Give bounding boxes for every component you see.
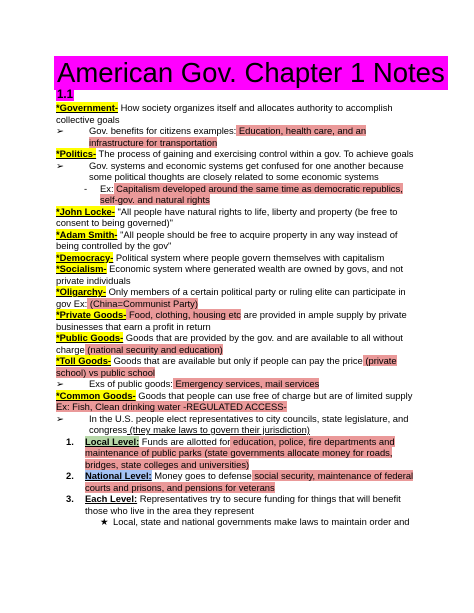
definition-private-goods <box>56 309 418 332</box>
level-label: National Level: <box>85 470 152 481</box>
arrow-bullet-icon: ➢ <box>56 159 64 171</box>
notes-body <box>56 88 418 528</box>
highlighted-text: Food, clothing, housing etc <box>126 309 241 320</box>
definition-text: The process of gaining and exercising control within a gov. To achieve goals <box>96 148 414 159</box>
highlighted-text: Education, health care, and an infrastructure for transportation <box>89 125 367 148</box>
definition-politics <box>56 148 418 160</box>
level-text: Representatives try to secure funding for things that will benefit those who live in the area they represent <box>85 493 401 516</box>
term-label: *Toll Goods- <box>56 355 112 366</box>
bullet-item <box>56 125 418 148</box>
star-bullet-item <box>56 516 418 528</box>
star-icon: ★ <box>100 516 109 527</box>
arrow-bullet-icon: ➢ <box>56 412 64 424</box>
level-label: Each Level: <box>85 493 138 504</box>
bullet-item <box>56 160 418 183</box>
definition-text: Goods that are available but only if people can pay the price <box>111 355 363 366</box>
definition-text: How society organizes itself and allocates authority to accomplish collective goals <box>56 102 393 125</box>
definition-government <box>56 102 418 125</box>
bullet-text: Gov. benefits for citizens examples: <box>89 125 237 136</box>
definition-text: are provided in ample supply by private businesses that earn a profit in return <box>56 309 407 332</box>
definition-text: Goods that are provided by the gov. and are available to all without charge <box>56 332 403 355</box>
highlighted-text: (private school) vs public school <box>56 355 397 378</box>
arrow-bullet-icon: ➢ <box>56 125 64 136</box>
definition-democracy <box>56 252 418 264</box>
highlighted-text: Ex: Fish, Clean drinking water -REGULATED ACCESS- <box>56 401 287 412</box>
highlighted-text: Emergency services, mail services <box>172 378 320 389</box>
numbered-item-local <box>56 436 418 471</box>
page-title: American Gov. Chapter 1 Notes <box>54 56 448 90</box>
level-text: Funds are allotted for <box>139 435 231 447</box>
highlighted-text: (China=Communist Party) <box>87 297 198 309</box>
term-label: *Private Goods- <box>56 309 127 320</box>
definition-common-goods <box>56 390 418 402</box>
common-goods-example <box>56 401 418 413</box>
bullet-text: Local, state and national governments make laws to maintain order and <box>113 516 410 527</box>
term-label: *Socialism- <box>56 263 107 274</box>
highlighted-text: Capitalism developed around the same time as democratic republics, self-gov. and natural rights <box>100 182 403 205</box>
highlighted-text: (national security and education) <box>84 343 223 355</box>
sub-bullet-item <box>56 183 418 206</box>
definition-text: "All people have natural rights to life, liberty and property (be free to consent to being governed)" <box>56 205 398 228</box>
term-label: *Government- <box>56 102 118 113</box>
level-label: Local Level: <box>85 435 140 447</box>
item-number: 3. <box>66 493 74 504</box>
dash-bullet-icon: - <box>84 182 88 194</box>
bullet-item <box>56 413 418 436</box>
term-label: *Adam Smith- <box>56 228 118 240</box>
item-number: 2. <box>66 470 74 481</box>
bullet-text: Gov. systems and economic systems get confused for one another because some political thoughts are closely related to some economic systems <box>89 159 404 182</box>
definition-text: Economic system where generated wealth are owned by govs, and not private individuals <box>56 263 404 286</box>
definition-socialism <box>56 263 418 286</box>
numbered-item-each <box>56 493 418 516</box>
bullet-text: In the U.S. people elect representatives to city councils, state legislature, and congress <box>89 412 409 435</box>
definition-public-goods <box>56 332 418 355</box>
definition-text: Goods that people can use free of charge but are of limited supply <box>135 389 413 401</box>
underlined-text: (they make laws to govern their jurisdiction) <box>127 424 310 435</box>
section-heading: 1.1 <box>57 89 73 101</box>
item-number: 1. <box>66 435 74 447</box>
term-label: *John Locke- <box>56 205 115 217</box>
bullet-item <box>56 378 418 390</box>
bullet-text: Ex: <box>100 182 114 194</box>
definition-john-locke <box>56 206 418 229</box>
bullet-text: Exs of public goods: <box>89 378 173 389</box>
highlighted-text: social security, maintenance of federal courts and prisons, and pensions for veterans <box>85 470 414 493</box>
highlighted-text: education, police, fire departments and maintenance of public parks (state governments allocate money for roads, bridges, state colleges and universities) <box>85 435 395 470</box>
term-label: *Public Goods- <box>56 332 124 343</box>
term-label: *Democracy- <box>56 251 114 263</box>
numbered-item-national <box>56 470 418 493</box>
level-text: Money goes to defense <box>151 470 252 481</box>
term-label: *Common Goods- <box>56 389 136 401</box>
arrow-bullet-icon: ➢ <box>56 378 64 389</box>
term-label: *Oligarchy- <box>56 286 107 297</box>
definition-text: "All people should be free to acquire property in any way instead of being controlled by the gov" <box>56 228 398 251</box>
definition-toll-goods <box>56 355 418 378</box>
definition-oligarchy <box>56 286 418 309</box>
definition-text: Political system where people govern themselves with capitalism <box>113 251 385 263</box>
definition-adam-smith <box>56 229 418 252</box>
definition-text: Only members of a certain political party or ruling elite can participate in gov Ex: <box>56 286 406 309</box>
term-label: *Politics- <box>56 148 97 159</box>
